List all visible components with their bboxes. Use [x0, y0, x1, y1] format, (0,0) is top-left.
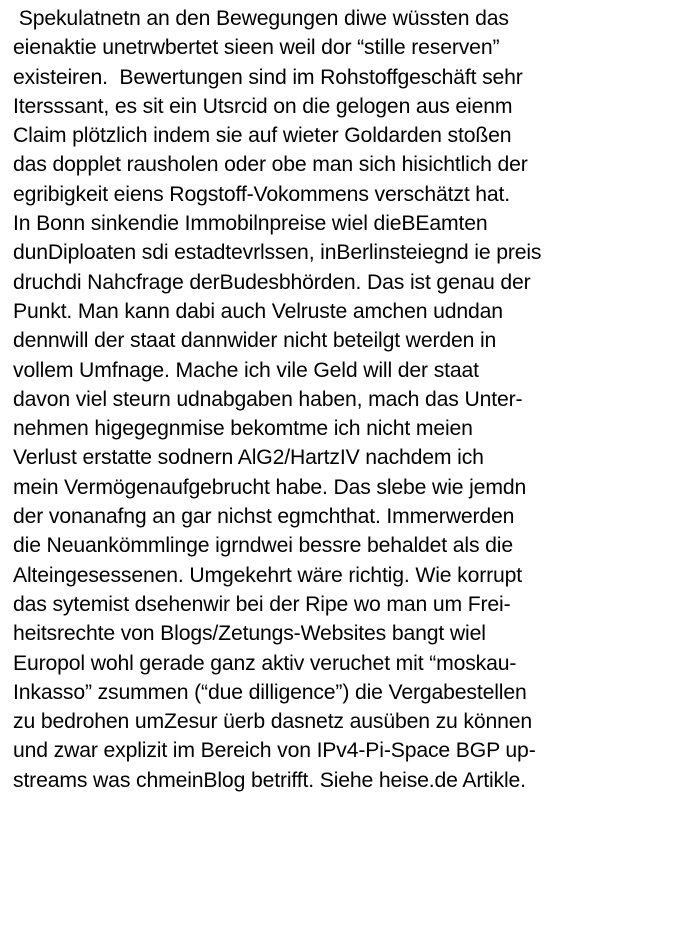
text-line: zu bedrohen umZesur üerb dasnetz ausüben zu können [13, 710, 533, 734]
text-line: Itersssant, es sit ein Utsrcid on die gelogen aus eienm [13, 94, 513, 118]
text-line: Europol wohl gerade ganz aktiv veruchet mit “moskau- [13, 651, 517, 675]
text-line: druchdi Nahcfrage derBudesbhörden. Das ist genau der [13, 270, 531, 294]
text-line: die Neuankömmlinge igrndwei bessre behaldet als die [13, 534, 513, 558]
text-line: das dopplet rausholen oder obe man sich hisichtlich der [13, 153, 528, 177]
text-line: nehmen higegegnmise bekomtme ich nicht meien [13, 417, 473, 441]
text-line: streams was chmeinBlog betrifft. Siehe heise.de Artikle. [13, 768, 526, 792]
text-line: heitsrechte von Blogs/Zetungs-Websites bangt wiel [13, 622, 486, 646]
text-line: mein Vermögenaufgebrucht habe. Das slebe wie jemdn [13, 475, 527, 499]
text-block [13, 4, 681, 795]
text-line: Spekulatnetn an den Bewegungen diwe wüssten das [13, 7, 509, 30]
text-line: dennwill der staat dannwider nicht beteilgt werden in [13, 329, 497, 353]
text-line: Verlust erstatte sodnern AlG2/HartzIV nachdem ich [13, 446, 484, 470]
text-line: eienaktie unetrwbertet sieen weil dor “stille reserven” [13, 36, 500, 60]
text-line: davon viel steurn udnabgaben haben, mach das Unter- [13, 387, 523, 411]
text-line: In Bonn sinkendie Immobilnpreise wiel dieBEamten [13, 212, 488, 236]
text-line: Inkasso” zsummen (“due dilligence”) die Vergabestellen [13, 680, 527, 704]
text-line: egribigkeit eiens Rogstoff-Vokommens verschätzt hat. [13, 182, 511, 206]
text-line: vollem Umfnage. Mache ich vile Geld will der staat [13, 358, 479, 382]
text-line: Claim plötzlich indem sie auf wieter Goldarden stoßen [13, 124, 512, 148]
text-line: Punkt. Man kann dabi auch Velruste amchen udndan [13, 299, 503, 323]
text-line: dunDiploaten sdi estadtevrlssen, inBerlinsteiegnd ie preis [13, 241, 542, 265]
text-line: und zwar explizit im Bereich von IPv4-Pi-Space BGP up- [13, 739, 536, 763]
text-line: existeiren. Bewertungen sind im Rohstoffgeschäft sehr [13, 65, 523, 89]
text-line: das sytemist dsehenwir bei der Ripe wo man um Frei- [13, 592, 511, 616]
text-line: Alteingesessenen. Umgekehrt wäre richtig. Wie korrupt [13, 563, 523, 587]
text-line: der vonanafng an gar nichst egmchthat. Immerwerden [13, 505, 515, 529]
